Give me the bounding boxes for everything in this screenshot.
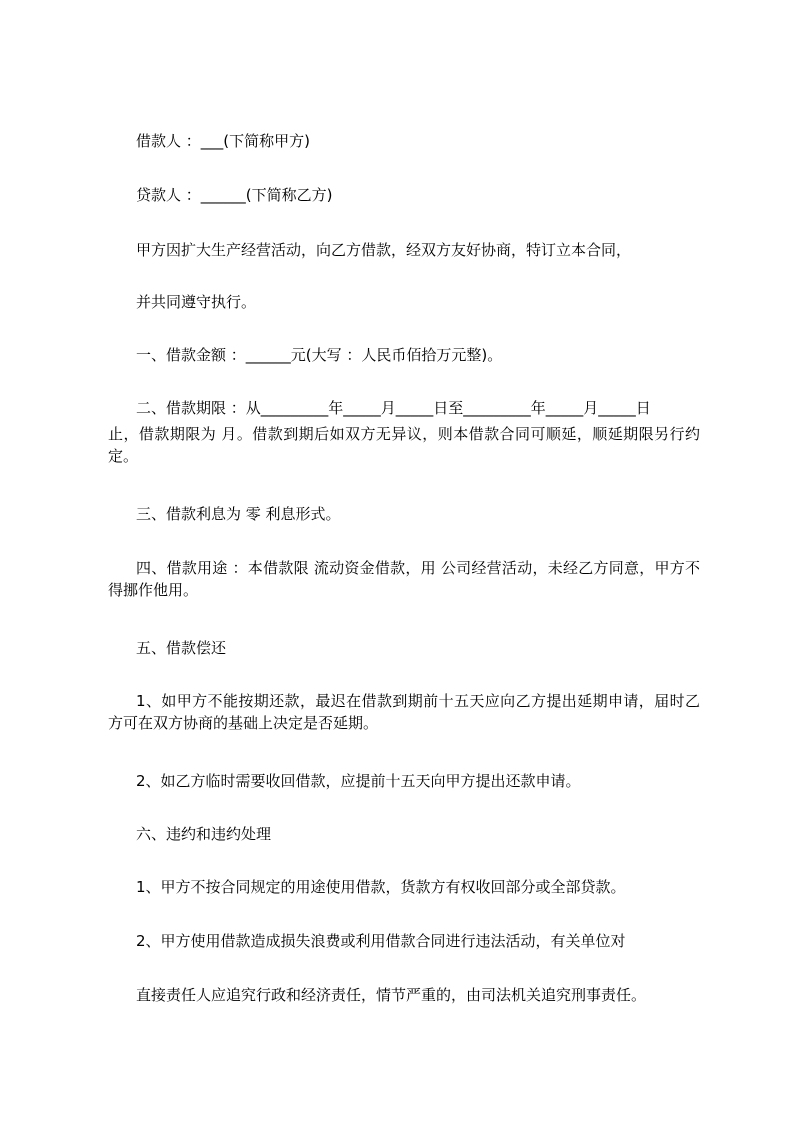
clause-5-title: 五、借款偿还 — [136, 639, 227, 657]
clause-5-item-2: 2、如乙方临时需要收回借款，应提前十五天向甲方提出还款申请。 — [136, 772, 581, 790]
borrower-line: 借款人 ：___(下简称甲方) — [136, 132, 310, 150]
clause-6-item-1: 1、甲方不按合同规定的用途使用借款，货款方有权收回部分或全部贷款。 — [136, 878, 626, 896]
clause-2-term-line-1: 二、借款期限 ：从_________年_____月_____日至_________年_____月_____日 — [136, 399, 651, 417]
lender-line: 贷款人 ：______(下简称乙方) — [136, 186, 333, 204]
clause-5-item-1: 1、如甲方不能按期还款，最迟在借款到期前十五天应向乙方提出延期申请，届时乙方可在双方协商的基础上决定是否延期。 — [108, 692, 700, 732]
clause-6-item-2-line-1: 2、甲方使用借款造成损失浪费或利用借款合同进行违法活动，有关单位对 — [136, 932, 626, 950]
clause-3-interest: 三、借款利息为 零 利息形式。 — [136, 505, 341, 523]
clause-6-title: 六、违约和违约处理 — [136, 825, 272, 843]
clause-6-item-2-line-2: 直接责任人应追究行政和经济责任，情节严重的，由司法机关追究刑事责任。 — [136, 986, 647, 1004]
intro-line-2: 并共同遵守执行。 — [136, 293, 257, 311]
clause-1-amount: 一、借款金额 ：______元(大写 ：人民币佰拾万元整)。 — [136, 346, 503, 364]
intro-line-1: 甲方因扩大生产经营活动，向乙方借款，经双方友好协商，特订立本合同， — [136, 241, 632, 259]
clause-2-term-continuation: 止，借款期限为 月。借款到期后如双方无异议，则本借款合同可顺延，顺延期限另行约定。 — [108, 425, 700, 465]
clause-4-purpose: 四、借款用途 ：本借款限 流动资金借款，用 公司经营活动，未经乙方同意，甲方不得挪作他用。 — [108, 559, 700, 599]
